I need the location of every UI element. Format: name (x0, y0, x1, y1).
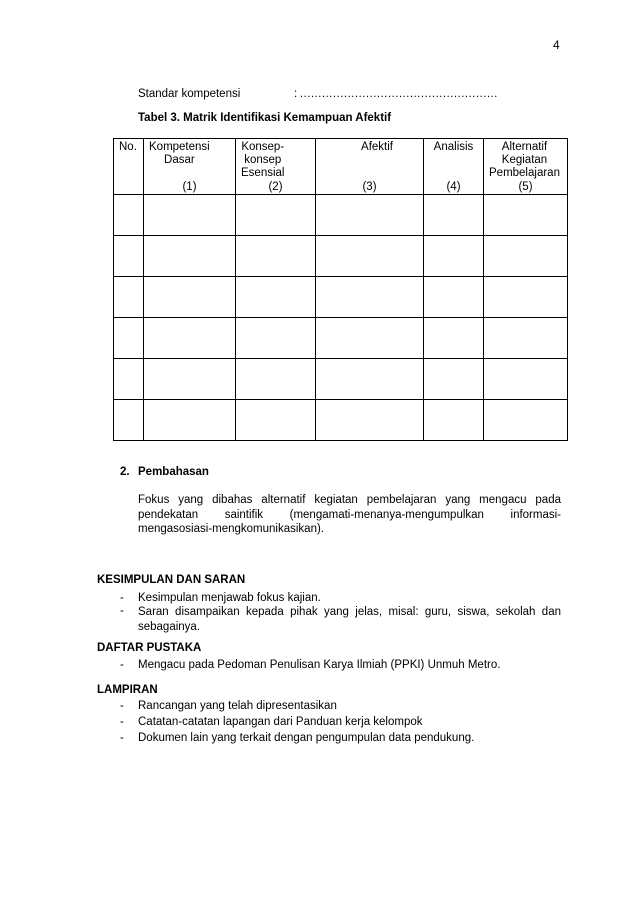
bullet-dash: - (120, 716, 124, 728)
table-cell (484, 359, 568, 400)
table-cell (236, 318, 316, 359)
bullet-dash: - (120, 659, 124, 671)
bullet-dash: - (120, 732, 124, 744)
table-cell (424, 318, 484, 359)
standard-competency-label: Standar kompetensi (138, 88, 241, 100)
table-cell (114, 318, 144, 359)
table-cell (144, 359, 236, 400)
table-cell (484, 400, 568, 441)
header-no (114, 139, 144, 195)
table-cell (144, 318, 236, 359)
table-cell (424, 359, 484, 400)
table-cell (316, 195, 424, 236)
lampiran-heading: LAMPIRAN (97, 684, 158, 696)
daftar-pustaka-item: Mengacu pada Pedoman Penulisan Karya Ilmiah (PPKI) Unmuh Metro. (138, 659, 501, 671)
lampiran-item: Catatan-catatan lapangan dari Panduan kerja kelompok (138, 716, 423, 728)
table-cell (484, 195, 568, 236)
table-cell (236, 359, 316, 400)
header-afektif (316, 139, 424, 195)
table-cell (424, 277, 484, 318)
table-cell (114, 195, 144, 236)
table-header-row (114, 139, 568, 195)
standard-competency-value: : ……………………………………………… (294, 88, 498, 100)
header-afektif-number: (3) (362, 181, 377, 193)
header-kompetensi-dasar-label: Kompetensi Dasar (149, 141, 210, 166)
table-row (114, 195, 568, 236)
daftar-pustaka-heading: DAFTAR PUSTAKA (97, 642, 202, 654)
table-cell (316, 236, 424, 277)
header-konsep-esensial-number: (2) (268, 181, 283, 193)
table-cell (316, 400, 424, 441)
table-cell (114, 359, 144, 400)
table-row (114, 400, 568, 441)
section-number: 2. (120, 466, 130, 478)
table-cell (424, 400, 484, 441)
table-cell (484, 277, 568, 318)
kesimpulan-item: Saran disampaikan kepada pihak yang jelas, misal: guru, siswa, sekolah dan sebagainya. (138, 606, 561, 633)
header-analisis-label: Analisis (433, 141, 474, 153)
table-cell (144, 236, 236, 277)
table-cell (236, 195, 316, 236)
section-paragraph: Fokus yang dibahas alternatif kegiatan pembelajaran yang mengacu pada pendekatan saintifik (mengamati-menanya-mengumpulkan informasi-mengasosiasi-mengkomunikasikan). (138, 494, 561, 535)
header-analisis (424, 139, 484, 195)
table-cell (114, 236, 144, 277)
header-kompetensi-dasar (144, 139, 236, 195)
table-cell (236, 277, 316, 318)
affective-matrix-table (113, 138, 568, 441)
header-konsep-esensial (236, 139, 316, 195)
header-analisis-number: (4) (446, 181, 461, 193)
table-cell (424, 236, 484, 277)
header-alternatif-kegiatan (484, 139, 568, 195)
table-row (114, 359, 568, 400)
header-afektif-label: Afektif (361, 141, 393, 153)
table-row (114, 277, 568, 318)
table-row (114, 318, 568, 359)
header-no-label: No. (119, 141, 137, 153)
page-number: 4 (553, 38, 560, 52)
lampiran-item: Dokumen lain yang terkait dengan pengumpulan data pendukung. (138, 732, 475, 744)
table-cell (316, 277, 424, 318)
bullet-dash: - (120, 700, 124, 712)
table-cell (424, 195, 484, 236)
table-cell (144, 277, 236, 318)
bullet-dash: - (120, 592, 124, 604)
table-row (114, 236, 568, 277)
table-cell (144, 400, 236, 441)
table-cell (316, 359, 424, 400)
table-cell (484, 236, 568, 277)
table-caption: Tabel 3. Matrik Identifikasi Kemampuan Afektif (138, 112, 392, 124)
table-cell (316, 318, 424, 359)
bullet-dash: - (120, 605, 124, 617)
kesimpulan-item: Kesimpulan menjawab fokus kajian. (138, 592, 321, 604)
table-cell (144, 195, 236, 236)
header-konsep-esensial-label: Konsep- konsep Esensial (241, 141, 285, 179)
header-alternatif-kegiatan-label: Alternatif Kegiatan Pembelajaran (489, 141, 560, 179)
header-alternatif-kegiatan-number: (5) (518, 181, 533, 193)
lampiran-item: Rancangan yang telah dipresentasikan (138, 700, 337, 712)
table-cell (484, 318, 568, 359)
table-cell (236, 400, 316, 441)
section-title: Pembahasan (138, 466, 209, 478)
header-kompetensi-dasar-number: (1) (182, 181, 197, 193)
kesimpulan-heading: KESIMPULAN DAN SARAN (97, 574, 246, 586)
table-cell (236, 236, 316, 277)
table-cell (114, 400, 144, 441)
table-cell (114, 277, 144, 318)
